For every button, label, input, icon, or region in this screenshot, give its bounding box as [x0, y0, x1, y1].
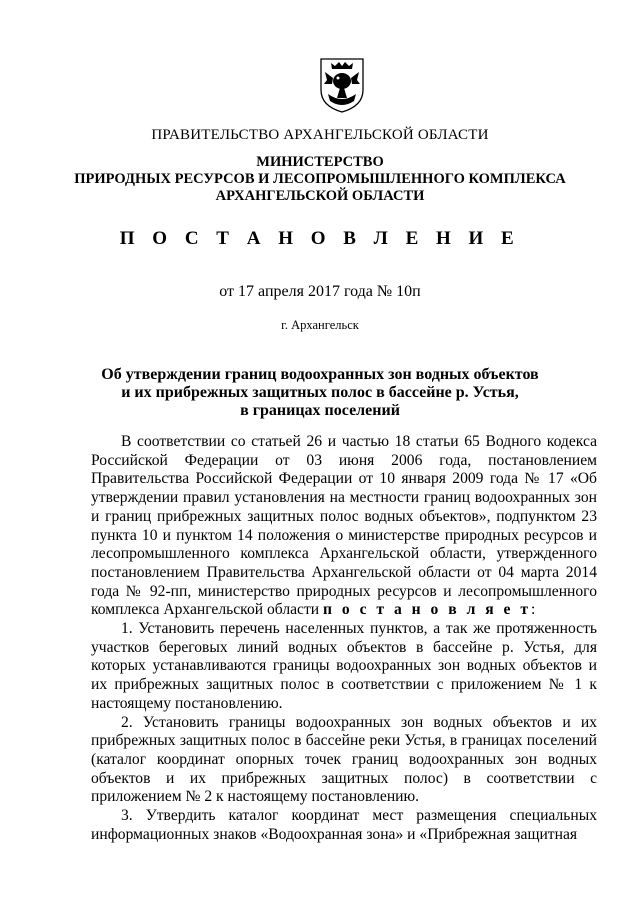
ministry-line: АРХАНГЕЛЬСКОЙ ОБЛАСТИ	[215, 188, 425, 204]
document-date-number: от 17 апреля 2017 года № 10п	[219, 283, 421, 300]
item-paragraph: 3. Утвердить каталог координат мест размещения специальных информационных знаков «Водоохранная зона» и «Прибрежная защитная	[91, 807, 597, 843]
subject-line: в границах поселений	[240, 402, 400, 419]
subject-line: и их прибрежных защитных полос в бассейне р. Устья,	[121, 384, 519, 401]
item-paragraph: 2. Установить границы водоохранных зон водных объектов и их прибрежных защитных полос в бассейне реки Устья, в границах поселений (каталог координат опорных точек границ водоохранных зон водных объектов и их прибрежных защитных полос) в соответствии с приложением № 2 к настоящему постановлению.	[91, 713, 597, 806]
document-body	[91, 433, 597, 844]
preamble-text: В соответствии со статьей 26 и частью 18 статьи 65 Водного кодекса Российской Федерации от 03 июня 2006 года, постановлением Правительства Российской Федерации от 10 января 2009 года № 17 «Об утверждении правил установления на местности границ водоохранных зон и границ прибрежных защитных полос водных объектов», подпунктом 23 пункта 10 и пунктом 14 положения о министерстве природных ресурсов и лесопромышленного комплекса Архангельской области, утвержденного постановлением Правительства Архангельской области от 04 марта 2014 года № 92-пп, министерство природных ресурсов и лесопромышленного комплекса Архангельской области	[91, 433, 597, 619]
document-city: г. Архангельск	[281, 318, 359, 332]
subject-line: Об утверждении границ водоохранных зон водных объектов	[101, 366, 539, 383]
decree-colon: :	[531, 601, 536, 619]
ministry-line: ПРИРОДНЫХ РЕСУРСОВ И ЛЕСОПРОМЫШЛЕННОГО КОМПЛЕКСА	[74, 171, 566, 187]
document-type-heading: П О С Т А Н О В Л Е Н И Е	[119, 228, 521, 249]
ministry-name	[0, 154, 640, 205]
decree-word: п о с т а н о в л я е т	[323, 601, 532, 619]
ministry-line: МИНИСТЕРСТВО	[256, 154, 384, 170]
government-title: ПРАВИТЕЛЬСТВО АРХАНГЕЛЬСКОЙ ОБЛАСТИ	[151, 127, 489, 143]
preamble-paragraph	[91, 433, 597, 620]
item-paragraph: 1. Установить перечень населенных пунктов, а так же протяженность участков береговых линий водных объектов в бассейне р. Устья, для которых устанавливаются границы водоохранных зон водных объектов и их прибрежных защитных полос в соответствии с приложением № 1 к настоящему постановлению.	[91, 620, 597, 712]
document-subject	[0, 366, 640, 420]
coat-of-arms-icon	[318, 56, 366, 114]
